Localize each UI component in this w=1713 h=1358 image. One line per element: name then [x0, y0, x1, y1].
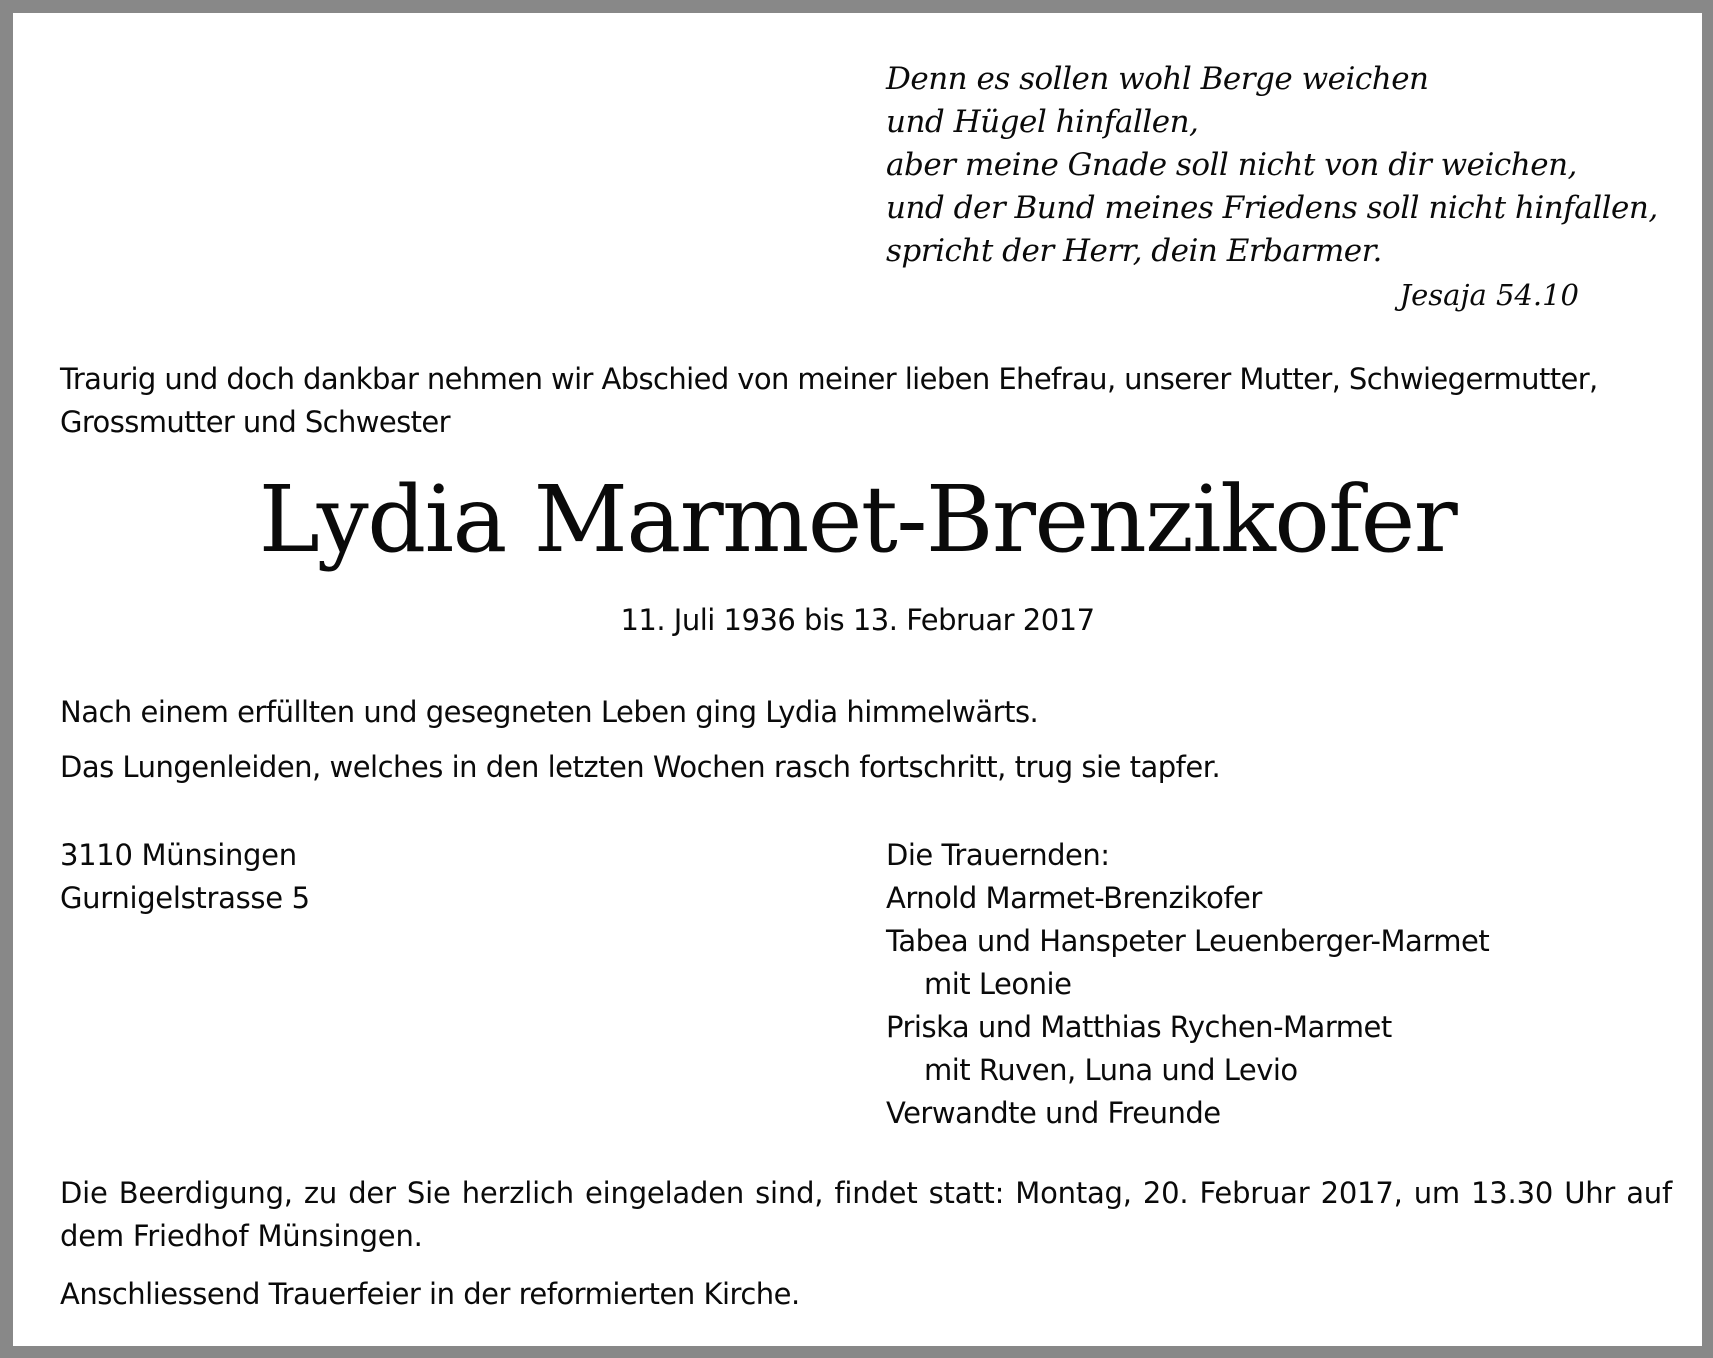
address [60, 834, 310, 920]
bible-verse [886, 58, 1658, 273]
intro-text: Traurig und doch dankbar nehmen wir Abschied von meiner lieben Ehefrau, unserer Mutter, Schwiegermutter, Grossmutter und Schwester [60, 362, 1598, 439]
address-street: Gurnigelstrasse 5 [60, 881, 310, 915]
mourner-entry: mit Leonie [924, 967, 1072, 1001]
verse-line: und Hügel hinfallen, [886, 104, 1199, 140]
mourner-entry: Arnold Marmet-Brenzikofer [886, 881, 1262, 915]
message-line: Nach einem erfüllten und gesegneten Leben ging Lydia himmelwärts. [60, 695, 1039, 729]
verse-line: und der Bund meines Friedens soll nicht hinfallen, [886, 190, 1658, 226]
deceased-name: Lydia Marmet-Brenzikofer [258, 466, 1457, 573]
obituary-notice [13, 13, 1702, 1346]
mourner-entry: mit Ruven, Luna und Levio [924, 1053, 1298, 1087]
verse-line: spricht der Herr, dein Erbarmer. [886, 233, 1382, 269]
verse-line: Denn es sollen wohl Berge weichen [886, 61, 1429, 97]
verse-line: aber meine Gnade soll nicht von dir weichen, [886, 147, 1577, 183]
mourner-entry: Tabea und Hanspeter Leuenberger-Marmet [886, 924, 1490, 958]
mourners-list [886, 834, 1489, 1135]
verse-reference: Jesaja 54.10 [1399, 278, 1579, 312]
mourner-entry: Priska und Matthias Rychen-Marmet [886, 1010, 1392, 1044]
address-city: 3110 Münsingen [60, 838, 297, 872]
memorial-info: Anschliessend Trauerfeier in der reformierten Kirche. [60, 1277, 800, 1311]
funeral-info: Die Beerdigung, zu der Sie herzlich eingeladen sind, findet statt: Montag, 20. Februar 2017, um 13.30 Uhr auf dem Friedhof Münsingen. [60, 1176, 1672, 1253]
mourner-entry: Verwandte und Freunde [886, 1096, 1221, 1130]
message-line: Das Lungenleiden, welches in den letzten Wochen rasch fortschritt, trug sie tapfer. [60, 750, 1221, 784]
mourners-heading: Die Trauernden: [886, 838, 1110, 872]
life-dates: 11. Juli 1936 bis 13. Februar 2017 [620, 603, 1095, 637]
